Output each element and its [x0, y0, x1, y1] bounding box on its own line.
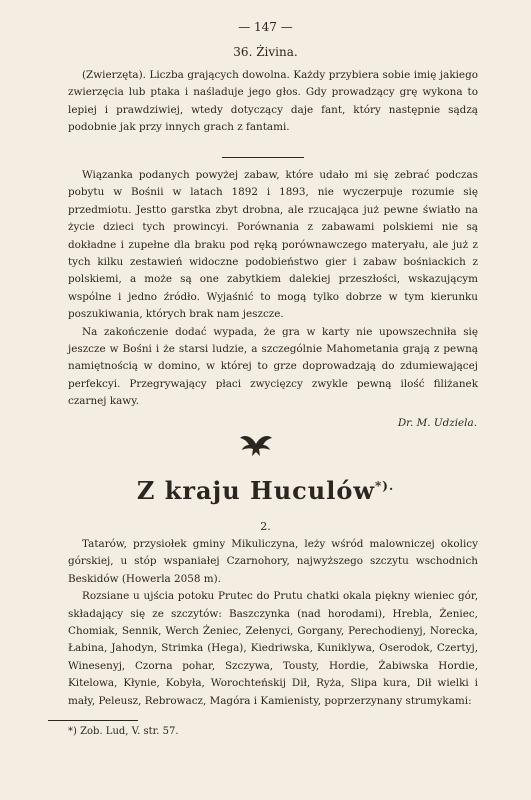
footnote-rule: [48, 720, 138, 721]
paragraph-location: Tatarów, przysiołek gminy Mikuliczyna, leży wśród malowniczej okolicy górskiej, u stóp wspaniałej Czarnohory, najwyższego szczytu wschodnich Beskidów (Howerla 2058 m).: [68, 538, 478, 585]
chapter-title-text: Z kraju Huculów: [136, 476, 376, 505]
paragraph-conclusion: Na zakończenie dodać wypada, że gra w karty nie upowszechniła się jeszcze w Bośni i że starsi ludzie, a szczególnie Mahometania grają z pewną namiętnością w domino, w której to grze doprowadzają do zdumiewającej perfekcyi. Przegrywający płaci zwycięzcy zwykle pewną ilość filiżanek czarnej kawy.: [68, 325, 478, 408]
page-number: — 147 —: [238, 20, 293, 34]
section-body: [68, 67, 478, 137]
footnote-marker: *).: [375, 479, 395, 493]
closing-text: [68, 167, 478, 411]
section-paragraph: (Zwierzęta). Liczba grających dowolna. Każdy przybiera sobie imię jakiego zwierzęcia lub ptaka i naśladuje jego głos. Gdy prowadzący grę wykona to lepiej i prawdziwiej, wtedy dotyczący daje fant, który następnie sądzą podobnie jak przy innych grach z fantami.: [68, 69, 478, 134]
bird-ornament-icon: [238, 432, 274, 462]
divider-rule: [222, 157, 304, 158]
author-signature: Dr. M. Udziela.: [397, 417, 477, 429]
section-title: 36. Żivina.: [233, 45, 298, 59]
paragraph-mountains: Rozsiane u ujścia potoku Prutec do Prutu chatki okala piękny wieniec gór, składający się ze szczytów: Baszczynka (nad horodami), Hrebla, Żeniec, Chomiak, Sennik, Werch Żeniec, Zełenyci, Gorgany, Perechodienyj, Norecka, Łabina, Jahodyn, Strimka (Hega), Kiedriwska, Kuniklywa, Oserodok, Czertyj, Winesenyj, Czorna pohar, Szczywa, Tousty, Hordie, Żabiwska Hordie, Kitelowa, Kłynie, Kobyła, Worochteńskij Dił, Ryża, Slipa kura, Dił wielki i mały, Peleusz, Rebrowacz, Magóra i Kamienisty, poprzerzynany strumykami:: [68, 590, 478, 707]
paragraph-summary: Wiązanka podanych powyżej zabaw, które udało mi się zebrać podczas pobytu w Bośnii w latach 1892 i 1893, nie wyczerpuje rozumie się przedmiotu. Jestto garstka zbyt drobna, ale rzucająca już pewne światło na życie dzieci tych prowincyi. Porównania z zabawami polskiemi nie są dokładne i zupełne dla braku pod ręką porównawczego materyału, ale już z tych kilku zestawień widoczne podobieństwo gier i zabaw bośniackich z polskiemi, a może są one zabytkiem dalekiej przeszłości, wskazującym wspólne i jedno źródło. Wyjaśnić to mogą tylko dobrze w tym kierunku poszukiwania, których brak nam jeszcze.: [68, 169, 478, 321]
subsection-number: 2.: [260, 520, 271, 533]
chapter-title: [0, 476, 531, 505]
chapter-body: [68, 536, 478, 710]
footnote: *) Zob. Lud, V. str. 57.: [68, 726, 179, 737]
